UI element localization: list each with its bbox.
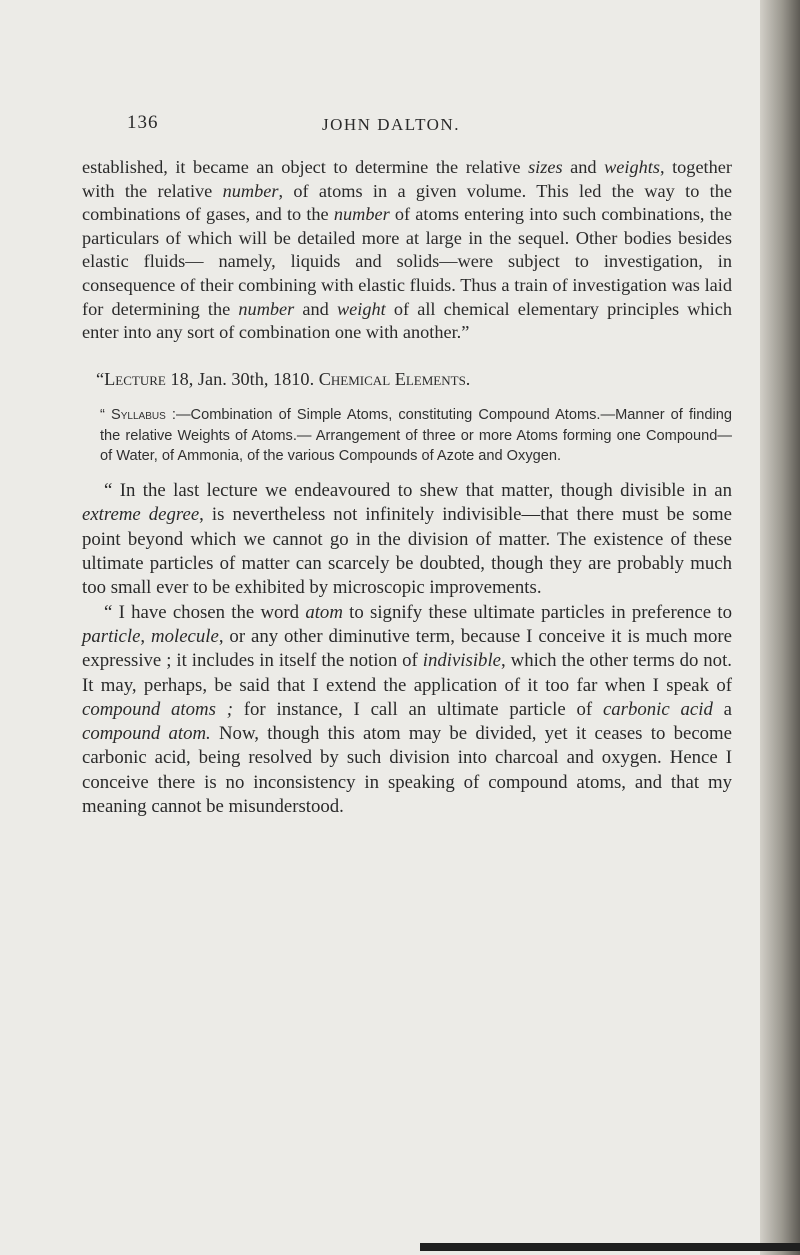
paragraph-divisibility	[82, 479, 732, 600]
paragraph-atom-definition	[82, 601, 732, 820]
text-run: and	[562, 157, 605, 177]
text-run: compound atoms ;	[82, 698, 233, 720]
text-run: number	[222, 180, 279, 201]
lecture-heading	[82, 367, 732, 391]
page-edge	[760, 0, 800, 1255]
page-header	[0, 112, 760, 142]
text-run: , of atoms in a given volume. This led the way to the combinations of gases, and to the	[82, 180, 732, 225]
text-run: “	[100, 406, 111, 423]
text-run: number	[238, 298, 295, 319]
text-run: weights	[604, 157, 660, 177]
running-title: JOHN DALTON.	[322, 115, 460, 134]
text-run: , is nevertheless not infinitely indivisible—that there must be some point beyond which we cannot go in the division of matter. The existence of these ultimate particles of matter can scarcely be doubted, though they are probably much too small ever to be exhibited by microscopic improvements.	[82, 504, 732, 599]
text-run: “ In the last lecture we endeavoured to shew that matter, though divisible in an	[104, 480, 732, 502]
text-run: “	[96, 368, 105, 389]
text-run: of all chemical elementary principles which enter into any sort of combination one with another.”	[82, 298, 732, 343]
text-run: molecule	[151, 625, 219, 647]
page-number: 136	[127, 112, 159, 133]
text-run: , which the other terms do not. It may, perhaps, be said that I extend the application of it too far when I speak of	[82, 650, 732, 696]
text-run: :—Combination of Simple Atoms, constituting Compound Atoms.—Manner of finding the relative Weights of Atoms.— Arrangement of three or more Atoms forming one Compound— of Water, of Ammonia, of the various Compounds of Azote and Oxygen.	[100, 406, 732, 465]
paragraph-intro	[82, 156, 732, 345]
page-body	[82, 156, 732, 819]
text-run: Now, though this atom may be divided, yet it ceases to become carbonic acid, being resolved by such division into charcoal and oxygen. Hence I conceive there is no inconsistency in speaking of compound atoms, and that my meaning cannot be misunderstood.	[82, 723, 732, 817]
text-run: for instance, I call an ultimate particle of	[232, 698, 603, 720]
text-run: “ I have chosen the word	[104, 601, 306, 623]
text-run: established, it became an object to determine the relative	[82, 157, 529, 177]
text-run: of atoms entering into such combinations, the particulars of which will be detailed more at large in the sequel. Other bodies besides elastic fluids— namely, liquids and solids—were subject to investigation, in consequence of their combining with elastic fluids. Thus a train of investigation was laid for determining the	[82, 204, 732, 319]
text-run: 18, Jan. 30th, 1810.	[165, 368, 319, 389]
bottom-rule	[420, 1243, 800, 1251]
text-run: to signify these ultimate particles in preference to	[342, 601, 732, 623]
text-run: atom	[305, 601, 343, 623]
text-run: number	[333, 204, 390, 225]
text-run: carbonic acid	[602, 698, 713, 720]
text-run: Syllabus	[111, 406, 166, 423]
text-run: and	[294, 298, 337, 319]
text-run: a	[712, 698, 732, 720]
text-run: , together with the relative	[82, 157, 732, 201]
syllabus	[82, 405, 732, 467]
text-run: particle	[82, 625, 141, 647]
text-run: sizes	[528, 157, 563, 177]
text-run: ,	[140, 625, 152, 647]
text-run: Chemical Elements.	[318, 368, 471, 389]
text-run: Lecture	[104, 368, 166, 389]
text-run: compound atom.	[82, 723, 211, 745]
text-run: weight	[336, 298, 386, 319]
text-run: extreme degree	[82, 504, 200, 526]
text-run: indivisible	[422, 650, 501, 672]
text-run: , or any other diminutive term, because I conceive it is much more expressive ; it includes in itself the notion of	[82, 625, 732, 672]
